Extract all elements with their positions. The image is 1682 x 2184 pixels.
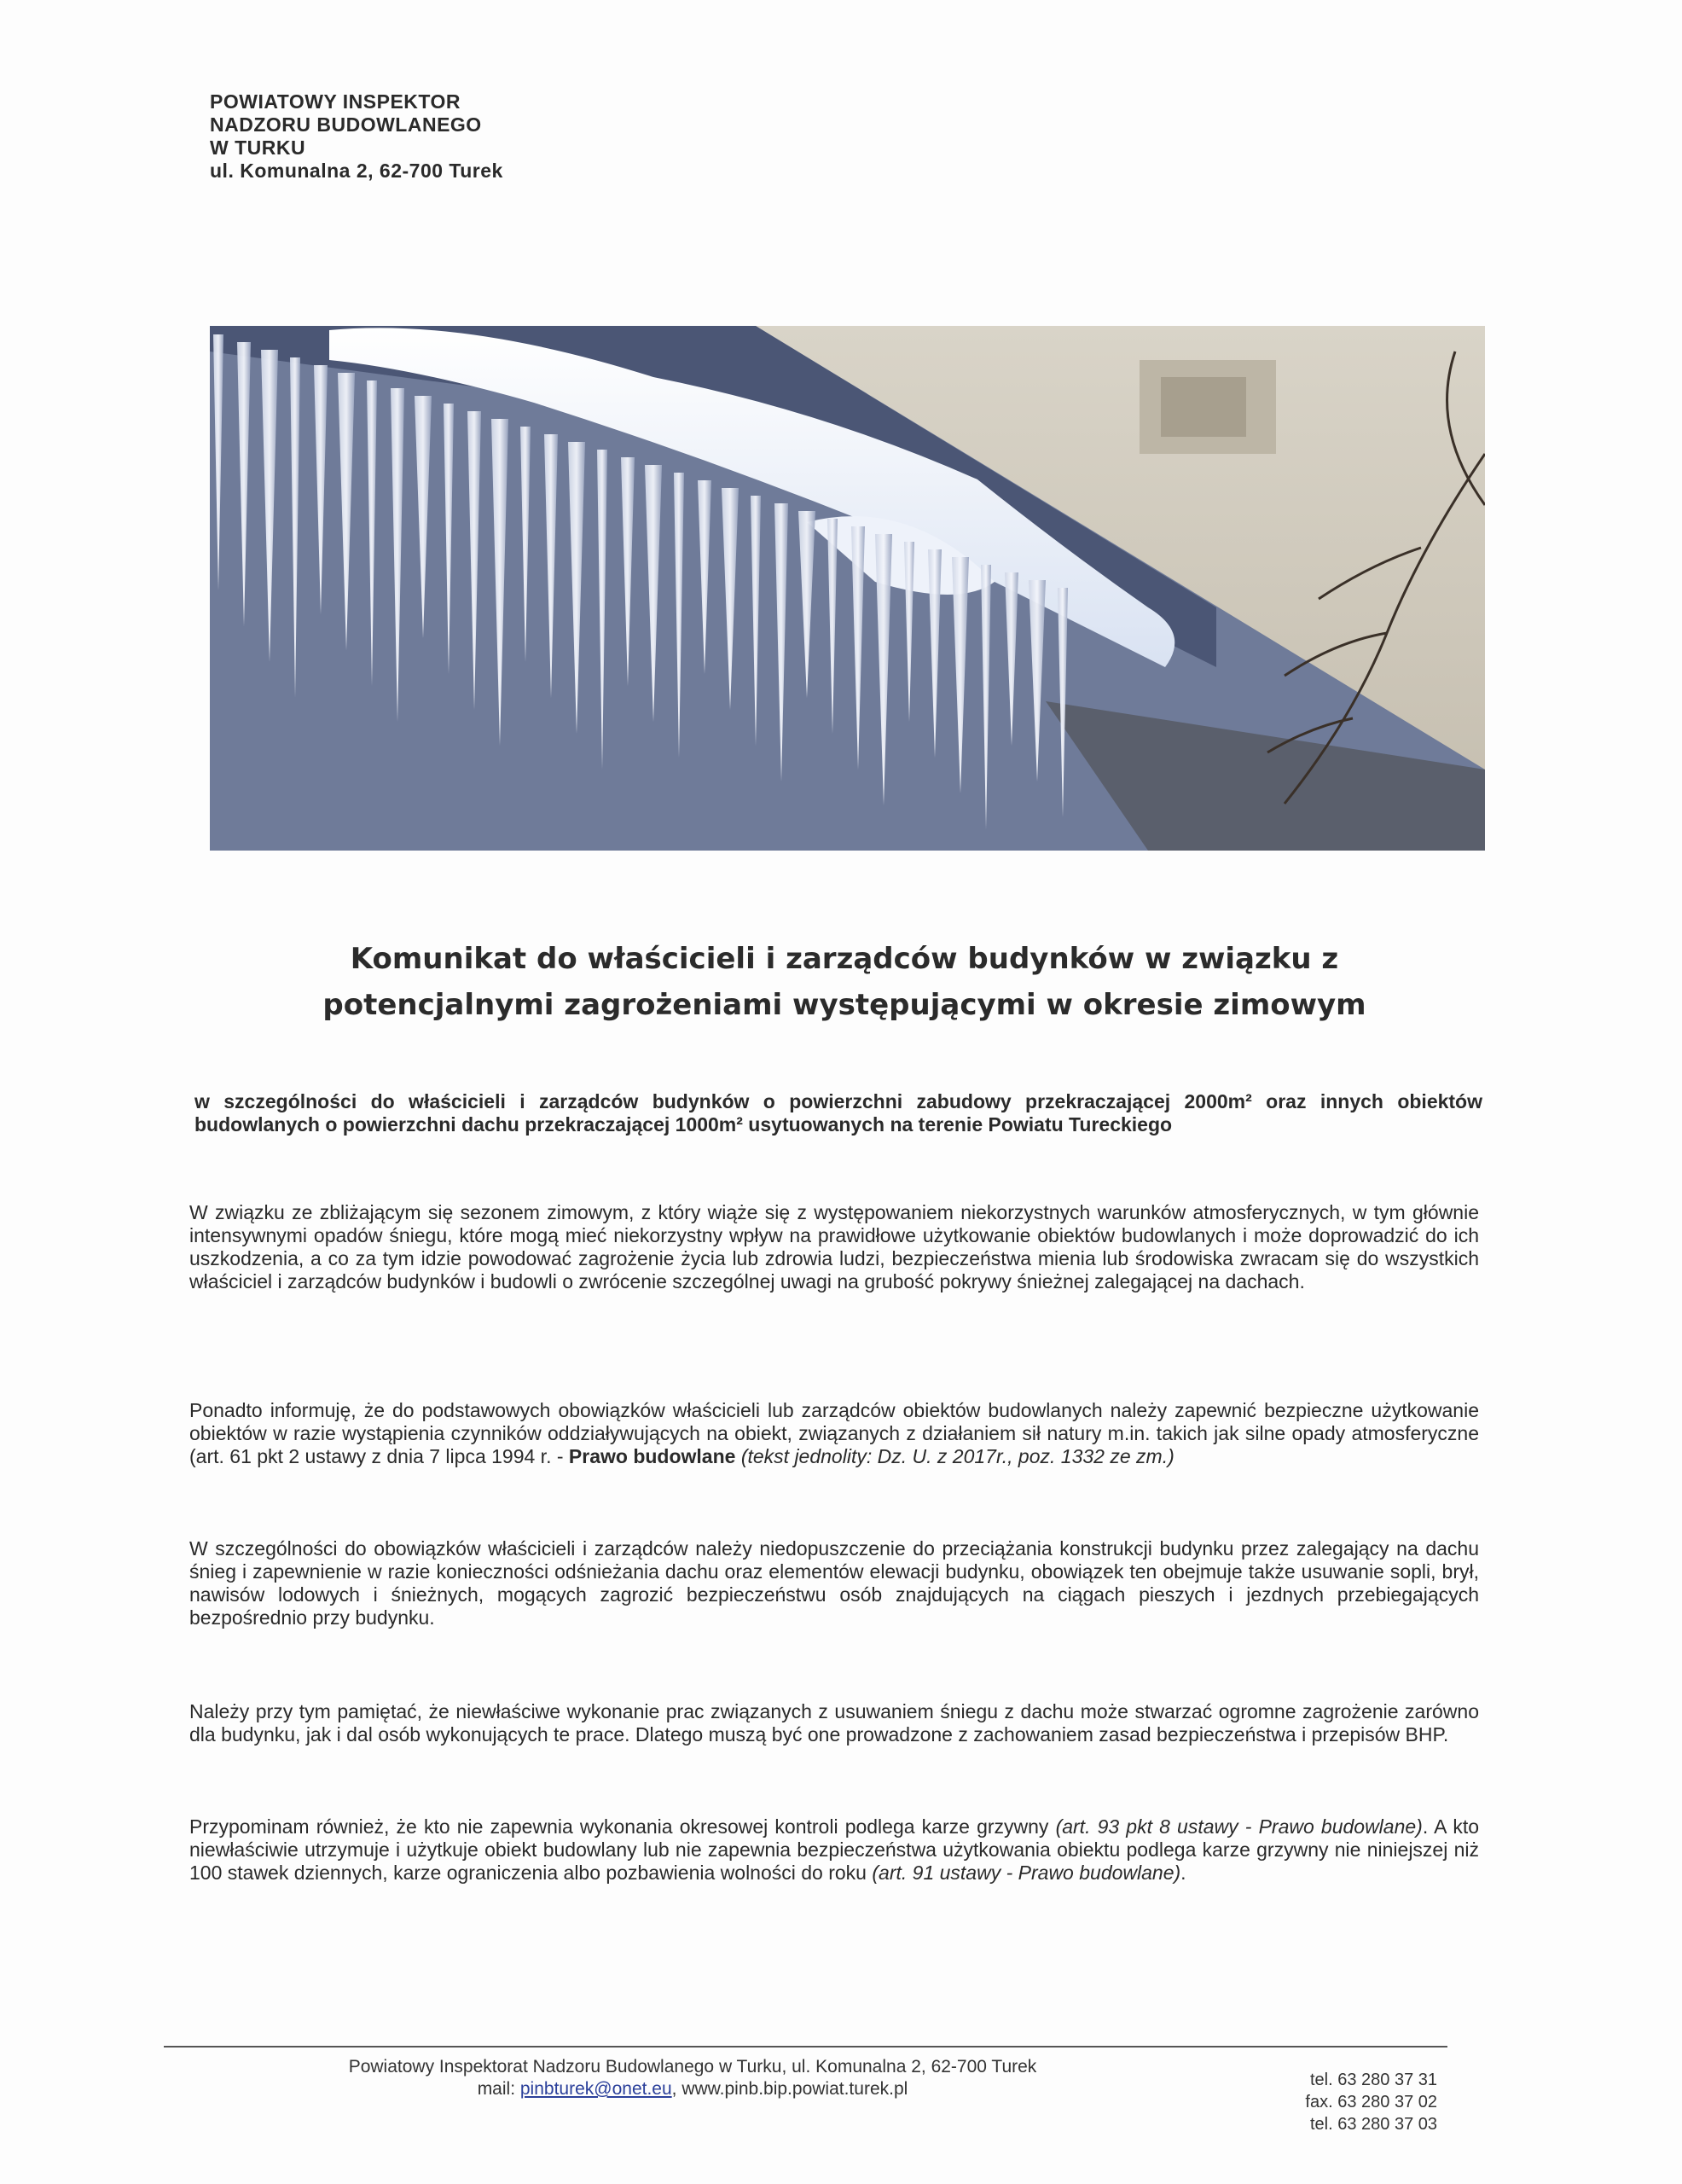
paragraph-penalties (189, 1815, 1479, 1885)
icicles-photo (210, 326, 1485, 851)
paragraph-winter-season: W związku ze zbliżającym się sezonem zimowym, z który wiąże się z występowaniem niekorzystnych warunków atmosferycznych, w tym głównie intensywnymi opadów śniegu, które mogą mieć niekorzystny wpływ na prawidłowe użytkowanie obiektów budowlanych i może doprowadzić do ich uszkodzenia, a co za tym idzie powodować zagrożenie życia lub zdrowia ludzi, bezpieczeństwa mienia lub środowiska zwracam się do wszystkich właściciel i zarządców budynków i budowli o zwrócenie szczególnej uwagi na grubość pokrywy śnieżnej zalegającej na dachach. (189, 1201, 1479, 1292)
law-citation: (tekst jednolity: Dz. U. z 2017r., poz. 1332 ze zm.) (735, 1445, 1174, 1467)
addressees-paragraph: w szczególności do właścicieli i zarządców budynków o powierzchni zabudowy przekraczającej 2000m² oraz innych obiektów budowlanych o powierzchni dachu przekraczającej 1000m² usytuowanych na terenie Powiatu Tureckiego (194, 1090, 1482, 1136)
penalties-text-1: Przypominam również, że kto nie zapewnia wykonania okresowej kontroli podlega karze grzywny (189, 1815, 1056, 1838)
letterhead-line-2: NADZORU BUDOWLANEGO (210, 113, 482, 136)
notice-title (196, 936, 1493, 1028)
paragraph-owner-duties-text: Ponadto informuję, że do podstawowych obowiązków właścicieli lub zarządców obiektów budowlanych należy zapewnić bezpieczne użytkowanie obiektów w razie wystąpienia czynników oddziaływujących na obiekt, związanych z działaniem sił natury m.in. takich jak silne opady atmosferyczne (art. 61 pkt 2 ustawy z dnia 7 lipca 1994 r. - (189, 1399, 1479, 1467)
footer-website: , www.pinb.bip.powiat.turek.pl (671, 2079, 908, 2099)
notice-title-line-2: potencjalnymi zagrożeniami występującymi w okresie zimowym (322, 988, 1366, 1022)
paragraph-snow-removal: W szczególności do obowiązków właścicieli i zarządców należy niedopuszczenie do przeciążania konstrukcji budynku przez zalegający na dachu śnieg i zapewnienie w razie konieczności odśnieżania dachu oraz elementów elewacji budynku, obowiązek ten obejmuje także usuwanie sopli, brył, nawisów lodowych i śnieżnych, mogących zagrozić bezpieczeństwu osób znajdujących na ciągach pieszych i jezdnych przebiegających bezpośrednio przy budynku. (189, 1537, 1479, 1629)
footer-phones (1241, 2069, 1437, 2135)
paragraph-owner-duties (189, 1399, 1479, 1468)
footer-email-link[interactable]: pinbturek@onet.eu (519, 2079, 672, 2099)
footer-tel-2: tel. 63 280 37 03 (1309, 2115, 1437, 2134)
letterhead-line-3: W TURKU (210, 136, 306, 159)
letterhead-address: ul. Komunalna 2, 62-700 Turek (210, 160, 503, 182)
footer-tel-1: tel. 63 280 37 31 (1309, 2071, 1437, 2089)
penalties-citation-2: (art. 91 ustawy - Prawo budowlane) (872, 1862, 1181, 1884)
law-name: Prawo budowlane (568, 1445, 736, 1467)
footer-address (241, 2056, 1145, 2100)
paragraph-safety-warning: Należy przy tym pamiętać, że niewłaściwe wykonanie prac związanych z usuwaniem śniegu z dachu może stwarzać ogromne zagrożenie zarówno dla budynku, jak i dal osób wykonujących te prace. Dlatego muszą być one prowadzone z zachowaniem zasad bezpieczeństwa i przepisów BHP. (189, 1700, 1479, 1745)
penalties-citation-1: (art. 93 pkt 8 ustawy - Prawo budowlane) (1055, 1815, 1423, 1838)
footer-contact-line (241, 2078, 1145, 2100)
penalties-text-2: . A kto niewłaściwie utrzymuje i użytkuje obiekt budowlany lub nie zapewnia bezpieczeństwa użytkowania obiektu podlega karze grzywny nie niniejszej niż 100 stawek dziennych, karze ograniczenia albo pozbawienia wolności do roku (189, 1815, 1479, 1884)
footer-institution: Powiatowy Inspektorat Nadzoru Budowlanego w Turku, ul. Komunalna 2, 62-700 Turek (348, 2057, 1037, 2077)
footer-fax: fax. 63 280 37 02 (1305, 2093, 1437, 2111)
letterhead (210, 90, 503, 183)
letterhead-line-1: POWIATOWY INSPEKTOR (210, 90, 461, 113)
notice-title-line-1: Komunikat do właścicieli i zarządców budynków w związku z (350, 942, 1339, 976)
footer-divider (164, 2046, 1447, 2048)
penalties-text-end: . (1180, 1862, 1186, 1884)
footer-mail-label: mail: (477, 2079, 520, 2099)
